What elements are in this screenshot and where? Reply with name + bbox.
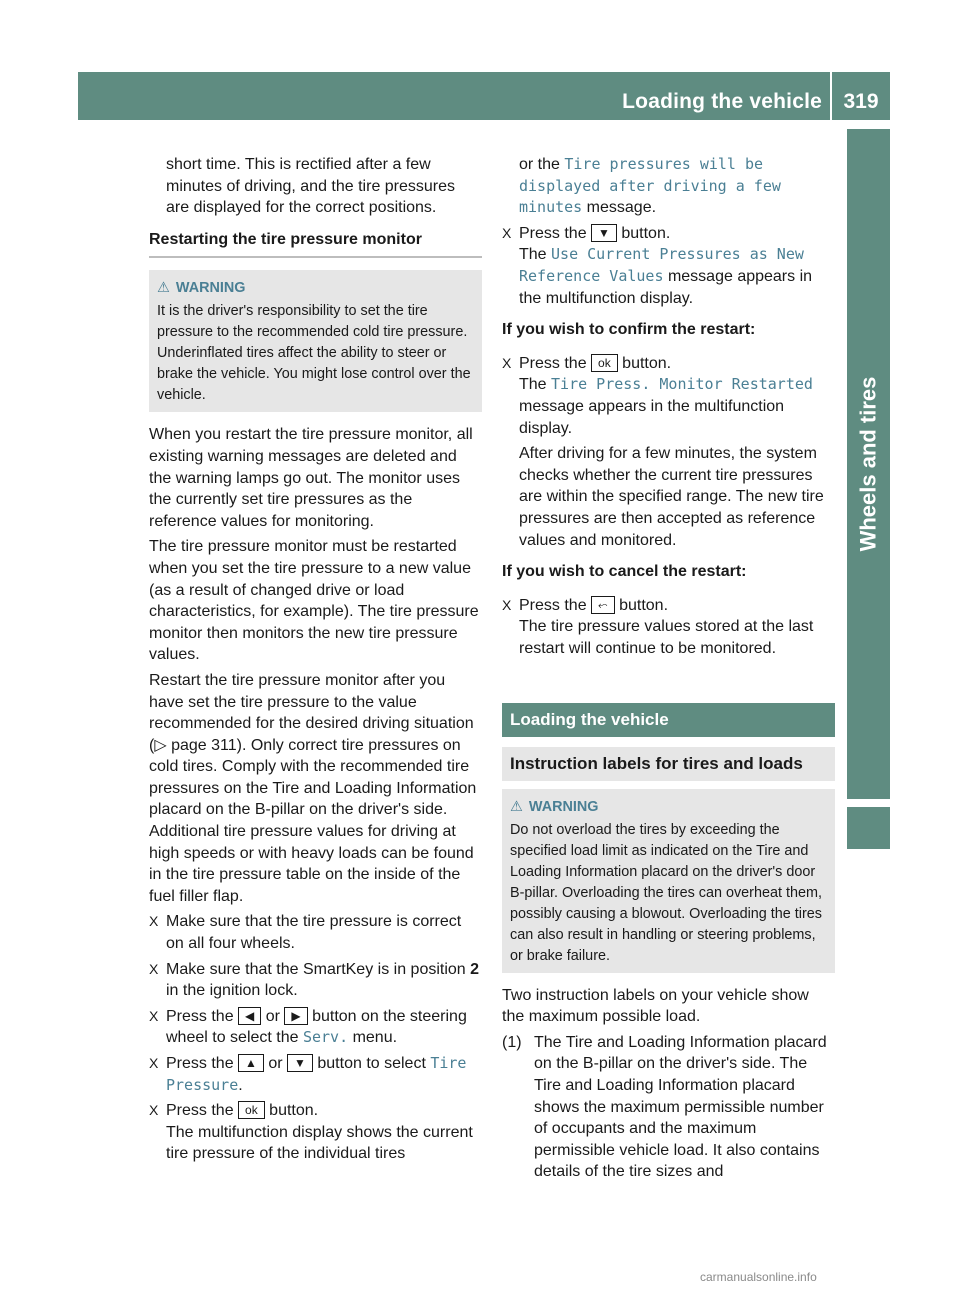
down-button-icon: ▼: [591, 224, 617, 242]
step-item: [149, 1053, 482, 1096]
down-button-icon: ▼: [287, 1054, 313, 1072]
cancel-heading: If you wish to cancel the restart:: [502, 563, 747, 581]
item-number: (1): [502, 1033, 522, 1051]
warning-text: It is the driver's responsibility to set the tire pressure to the recommended cold tire pressure. Underinflated tires affect the ability to steer or brake the vehicle. You might lose control over the vehicle.: [157, 303, 471, 404]
paragraph: When you restart the tire pressure monitor, all existing warning messages are deleted and the warning lamps go out. The monitor uses the currently set tire pressures as the reference values for monitoring.: [149, 426, 473, 530]
warning-title: [510, 797, 827, 818]
step-text: button on the steering wheel to select the: [166, 1007, 467, 1047]
warning-triangle-icon: ⚠: [510, 798, 523, 815]
side-tab-label: Wheels and tires: [855, 376, 881, 552]
step-result-text: After driving for a few minutes, the system checks whether the current tire pressures are within the specified range. The new tire pressures are then accepted as reference values and monitored.: [519, 445, 824, 549]
warning-box: [502, 789, 835, 973]
step-arrow-icon: X: [149, 1007, 159, 1024]
step-text: Press the: [166, 1007, 239, 1025]
step-arrow-icon: X: [502, 224, 512, 241]
paragraph: Two instruction labels on your vehicle show the maximum possible load.: [502, 986, 809, 1026]
continued-text: [502, 154, 835, 219]
side-tab-label-wrap: [847, 129, 890, 799]
step-text: message appears in the multifunction display.: [519, 397, 785, 437]
intro-text: short time. This is rectified after a few minutes of driving, and the tire pressures are displayed for the correct positions.: [166, 156, 456, 217]
step-bold: 2: [470, 960, 480, 978]
section-heading: Restarting the tire pressure monitor: [149, 229, 482, 259]
step-item: [149, 1006, 482, 1049]
display-message: Tire pressures will be displayed after driving a few minutes: [519, 155, 781, 217]
left-column: [149, 154, 482, 1169]
warning-title: [157, 278, 474, 299]
up-button-icon: ▲: [238, 1054, 264, 1072]
step-text: Press the: [166, 1102, 239, 1120]
right-column: [502, 154, 835, 1183]
warning-triangle-icon: ⚠: [157, 280, 170, 297]
step-item: [502, 223, 835, 309]
step-text: The: [519, 376, 552, 394]
step-result-text: The tire pressure values stored at the last restart will continue to be monitored.: [519, 618, 814, 657]
step-arrow-icon: X: [149, 1102, 159, 1119]
step-text: Press the: [519, 354, 592, 372]
item-text: The Tire and Loading Information placard on the B-pillar on the driver's side. The Tire and Loading Information placard shows the maximum permissible number of occupants and the maximum permissible vehicle load. It also contains details of the tire sizes and: [534, 1033, 827, 1181]
paragraph: Restart the tire pressure monitor after you have set the tire pressure to the value recommended for the desired driving situation (▷ page 311). Only correct tire pressures on cold tires. Comply with the recommended tire pressures on the Tire and Loading Information placard on the B-pillar on the driver's side. Additional tire pressure values for driving at high speeds or with heavy loads can be found in the tire pressure table on the inside of the fuel filler flap.: [149, 671, 477, 905]
warning-text: Do not overload the tires by exceeding the specified load limit as indicated on the Tire and Loading Information placard on the driver's door B-pillar. Overloading the tires can overheat them, possibly causing a blowout. Overloading the tires can also result in handling or steering problems, or brake failure.: [510, 821, 822, 964]
footer-watermark: carmanualsonline.info: [700, 1270, 817, 1284]
step-text: menu.: [348, 1029, 398, 1047]
warning-title-text: WARNING: [528, 798, 599, 815]
step-item: [149, 1100, 482, 1165]
step-text: Press the: [519, 224, 592, 242]
numbered-item: [502, 1032, 835, 1183]
step-arrow-icon: X: [149, 960, 159, 977]
step-text: Press the: [166, 1055, 239, 1072]
display-message: Tire Press. Monitor Restarted: [551, 375, 813, 394]
step-text: or: [261, 1007, 285, 1025]
step-text: Press the: [519, 596, 592, 614]
back-button-icon: ⬿: [591, 596, 615, 614]
page-section-title: Loading the vehicle: [622, 90, 822, 113]
text: message.: [582, 199, 657, 217]
display-message: Serv.: [302, 1028, 349, 1047]
step-text: button.: [614, 596, 669, 614]
step-arrow-icon: X: [149, 913, 159, 930]
step-text: .: [238, 1076, 243, 1094]
header-separator: [830, 72, 832, 120]
display-message: Tire Pressure: [166, 1054, 467, 1094]
ok-button-icon: ok: [238, 1101, 265, 1119]
step-text: in the ignition lock.: [166, 982, 298, 1000]
step-item: [502, 353, 835, 551]
warning-box: [149, 270, 482, 412]
section-title-bar: Loading the vehicle: [502, 703, 835, 737]
paragraph: The tire pressure monitor must be restarted when you set the tire pressure to a new value (as a result of changed drive or load characteristics, for example). The tire pressure monitor then monitors the new tire pressure values.: [149, 538, 479, 664]
spacer: [502, 663, 835, 693]
left-button-icon: ◀: [238, 1007, 261, 1025]
step-text: Make sure that the SmartKey is in position: [166, 960, 471, 978]
step-text: or: [263, 1055, 288, 1072]
step-item: [149, 911, 482, 954]
step-item: [149, 959, 482, 1002]
display-message: Use Current Pressures as New Reference Values: [519, 245, 804, 285]
step-text: button.: [617, 354, 672, 372]
step-arrow-icon: X: [502, 354, 512, 371]
right-button-icon: ▶: [284, 1007, 307, 1025]
page-number: 319: [843, 90, 879, 113]
step-result-text: The multifunction display shows the current tire pressure of the individual tires: [166, 1123, 473, 1163]
side-tab-marker: [847, 807, 890, 849]
text: or the: [519, 156, 565, 173]
step-item: [502, 595, 835, 660]
ok-button-icon: ok: [591, 354, 618, 372]
subsection-title-bar: Instruction labels for tires and loads: [502, 747, 835, 781]
step-text: button.: [264, 1102, 319, 1120]
step-text: The: [519, 246, 552, 264]
step-text: message appears in the multifunction display.: [519, 267, 813, 307]
confirm-heading: If you wish to confirm the restart:: [502, 321, 756, 339]
step-text: button.: [616, 224, 671, 242]
step-text: button to select: [312, 1055, 431, 1072]
step-text: Make sure that the tire pressure is correct on all four wheels.: [166, 913, 462, 953]
step-arrow-icon: X: [502, 596, 512, 613]
header-bar: [78, 72, 890, 120]
warning-title-text: WARNING: [175, 280, 246, 297]
step-arrow-icon: X: [149, 1055, 159, 1071]
